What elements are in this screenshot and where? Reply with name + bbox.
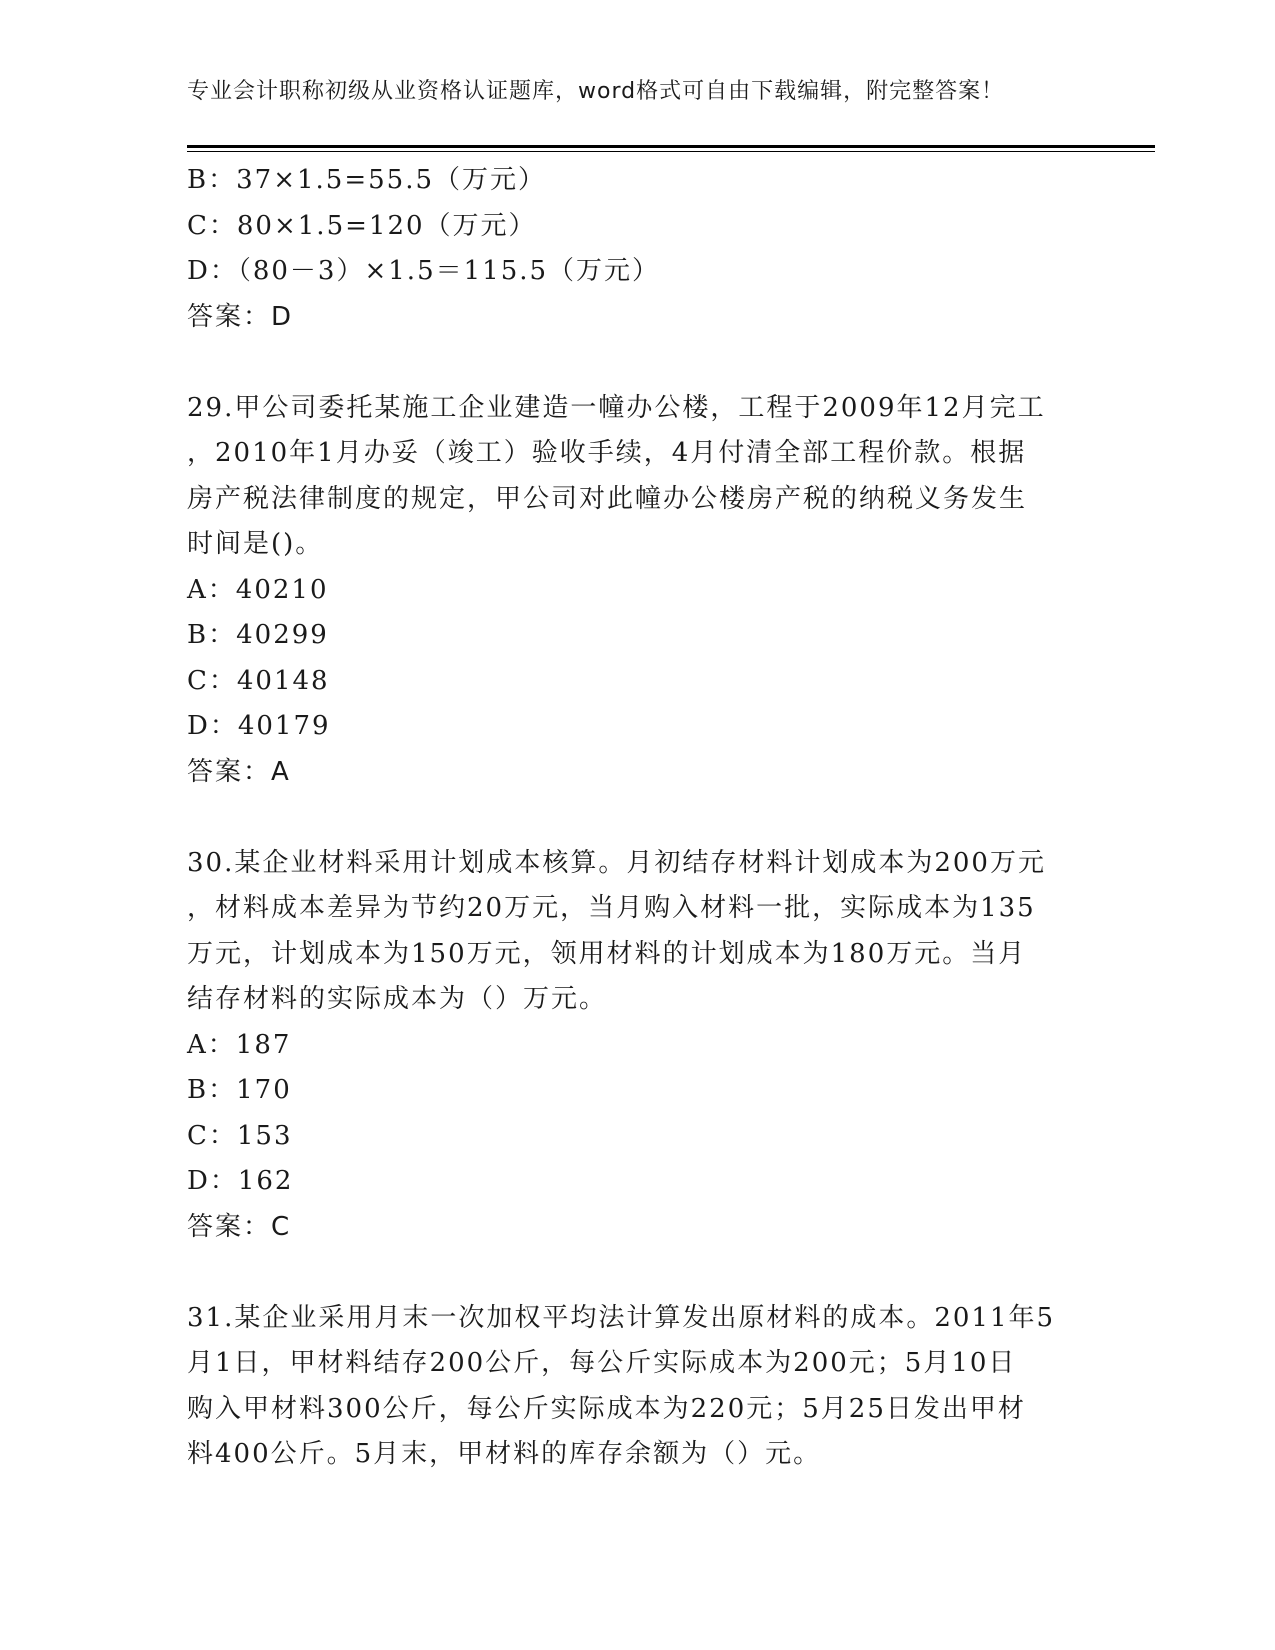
question-line: 29.甲公司委托某施工企业建造一幢办公楼，工程于2009年12月完工 [187, 392, 1046, 423]
spacer [187, 340, 1077, 386]
question-line: ，2010年1月办妥（竣工）验收手续，4月付清全部工程价款。根据 [187, 438, 1027, 468]
prev-question-block [187, 158, 1077, 340]
question-31 [187, 1296, 1077, 1478]
option-b: B：37×1.5=55.5（万元） [187, 165, 547, 195]
answer: 答案：C [187, 1211, 292, 1242]
header-rule-thin [187, 151, 1155, 152]
answer: 答案：A [187, 756, 291, 787]
spacer [187, 1250, 1077, 1296]
page-header: 专业会计职称初级从业资格认证题库，word格式可自由下载编辑，附完整答案！ [187, 79, 1005, 104]
question-line: 房产税法律制度的规定，甲公司对此幢办公楼房产税的纳税义务发生 [187, 483, 1028, 514]
question-line: 料400公斤。5月末，甲材料的库存余额为（）元。 [187, 1439, 822, 1469]
question-text [187, 386, 1077, 568]
option-a: A：187 [187, 1029, 292, 1060]
option-a: A：40210 [187, 574, 329, 605]
question-line: ，材料成本差异为节约20万元，当月购入材料一批，实际成本为135 [187, 893, 1036, 923]
option-d: D：（80－3）×1.5＝115.5（万元） [187, 256, 661, 286]
question-line: 31.某企业采用月末一次加权平均法计算发出原材料的成本。2011年5 [187, 1302, 1056, 1333]
spacer [187, 795, 1077, 841]
option-c: C：80×1.5=120（万元） [187, 210, 537, 241]
question-30 [187, 841, 1077, 1251]
option-d: D：162 [187, 1166, 294, 1196]
option-b: B：40299 [187, 620, 329, 650]
question-text [187, 841, 1077, 1023]
question-29 [187, 386, 1077, 796]
question-line: 购入甲材料300公斤，每公斤实际成本为220元；5月25日发出甲材 [187, 1393, 1026, 1424]
question-line: 万元，计划成本为150万元，领用材料的计划成本为180万元。当月 [187, 938, 1027, 969]
question-line: 月1日，甲材料结存200公斤，每公斤实际成本为200元；5月10日 [187, 1348, 1017, 1378]
question-line: 30.某企业材料采用计划成本核算。月初结存材料计划成本为200万元 [187, 847, 1046, 878]
question-text [187, 1296, 1077, 1478]
question-content [187, 158, 1077, 1478]
option-c: C：40148 [187, 665, 330, 696]
header-rule-thick [187, 145, 1155, 148]
option-b: B：170 [187, 1075, 292, 1105]
question-line: 结存材料的实际成本为（）万元。 [187, 984, 608, 1014]
option-d: D：40179 [187, 711, 331, 741]
question-line: 时间是()。 [187, 529, 324, 559]
option-c: C：153 [187, 1120, 293, 1151]
answer: 答案：D [187, 301, 294, 332]
